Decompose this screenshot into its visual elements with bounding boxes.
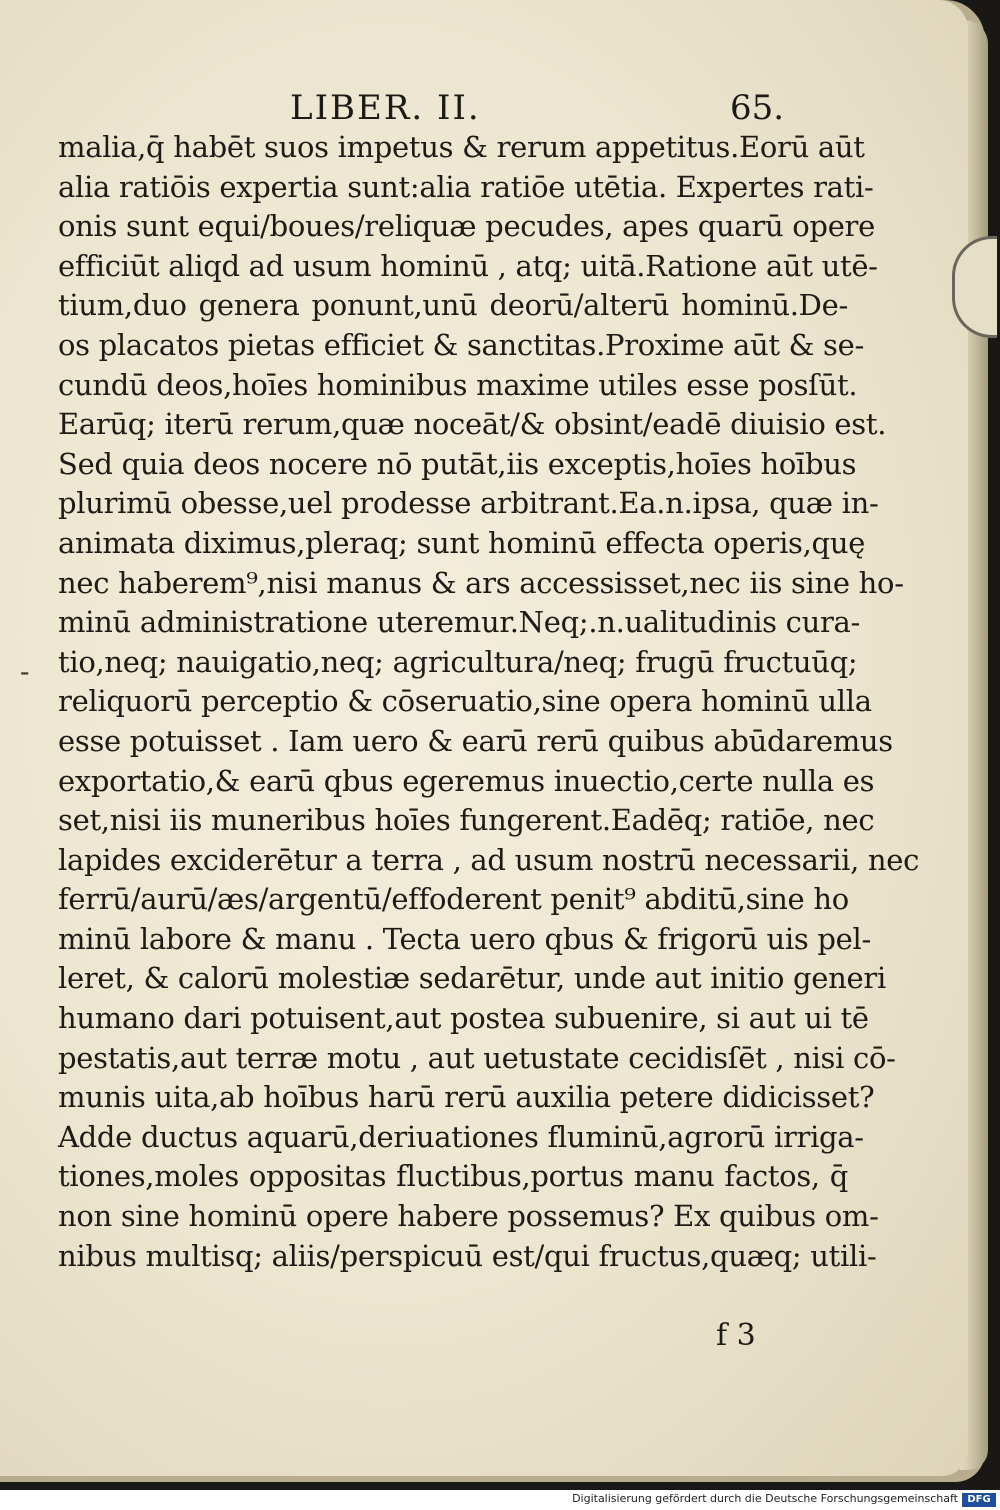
body-text <box>58 128 920 1276</box>
text-line: esse potuisset . Iam uero & earū rerū quibus abūdaremus <box>58 723 893 758</box>
text-line: Sed quia deos nocere nō putāt,iis exceptis,hoīes hoībus <box>58 446 857 481</box>
text-line: nec haberem⁹,nisi manus & ars accessisset,nec iis sine ho- <box>58 565 904 600</box>
text-line: leret, & calorū molestiæ sedarētur, unde aut initio generi <box>58 961 886 996</box>
text-line: alia ratiōis expertia sunt:alia ratiōe utētia. Expertes rati- <box>58 169 874 204</box>
margin-mark: - <box>20 655 30 688</box>
text-line: ferrū/aurū/æs/argentū/effoderent penit⁹ abditū,sine ho <box>58 882 849 917</box>
footer-credit: Digitalisierung gefördert durch die Deutsche Forschungsgemeinschaft <box>572 1492 958 1505</box>
text-line: tium,duo genera ponunt,unū deorū/alterū hominū.De- <box>58 288 848 323</box>
text-line: exportatio,& earū qbus egeremus inuectio,certe nulla es <box>58 763 875 798</box>
text-line: tiones,moles oppositas fluctibus,portus manu factos, q̄ <box>58 1159 848 1194</box>
page-number: 65. <box>730 88 785 128</box>
text-line: tio,neq; nauigatio,neq; agricultura/neq; frugū fructuūq; <box>58 644 858 679</box>
text-line: Earūq; iterū rerum,quæ noceāt/& obsint/eadē diuisio est. <box>58 407 887 442</box>
text-line: humano dari potuisent,aut postea subuenire, si aut ui tē <box>58 1001 869 1036</box>
text-line: munis uita,ab hoībus harū rerū auxilia petere didicisset? <box>58 1080 875 1115</box>
text-line: Adde ductus aquarū,deriuationes fluminū,agrorū irriga- <box>58 1119 864 1154</box>
text-line: nibus multisq; aliis/perspicuū est/qui fructus,quæq; utili- <box>58 1238 877 1273</box>
text-line: animata diximus,pleraq; sunt hominū effecta operis,quę <box>58 525 866 560</box>
footer <box>0 1490 1000 1510</box>
text-line: minū labore & manu . Tecta uero qbus & frigorū uis pel- <box>58 921 871 956</box>
text-line: malia,q̄ habēt suos impetus & rerum appetitus.Eorū aūt <box>58 130 865 164</box>
text-line: efficiūt aliqd ad usum hominū , atq; uitā.Ratione aūt utē- <box>58 248 878 283</box>
signature-mark: f 3 <box>716 1318 756 1353</box>
text-line: onis sunt equi/boues/reliquæ pecudes, apes quarū opere <box>58 209 875 244</box>
dfg-logo: DFG <box>962 1493 996 1507</box>
text-line: non sine hominū opere habere possemus? Ex quibus om- <box>58 1199 879 1234</box>
text-line: reliquorū perceptio & cōseruatio,sine opera hominū ulla <box>58 684 872 719</box>
text-line: lapides exciderētur a terra , ad usum nostrū necessarii, nec <box>58 842 920 877</box>
text-line: set,nisi iis muneribus hoīes fungerent.Eadēq; ratiōe, nec <box>58 803 875 838</box>
text-line: pestatis,aut terræ motu , aut uetustate cecidisſēt , nisi cō- <box>58 1040 896 1075</box>
running-head: LIBER. II. <box>290 88 481 128</box>
text-line: minū administratione uteremur.Neq;.n.ualitudinis cura- <box>58 605 861 640</box>
page-header <box>270 88 830 132</box>
text-line: os placatos pietas efficiet & sanctitas.Proxime aūt & se- <box>58 327 864 362</box>
text-line: plurimū obesse,uel prodesse arbitrant.Ea.n.ipsa, quæ in- <box>58 486 879 521</box>
text-line: cundū deos,hoīes hominibus maxime utiles esse posſūt. <box>58 367 858 402</box>
